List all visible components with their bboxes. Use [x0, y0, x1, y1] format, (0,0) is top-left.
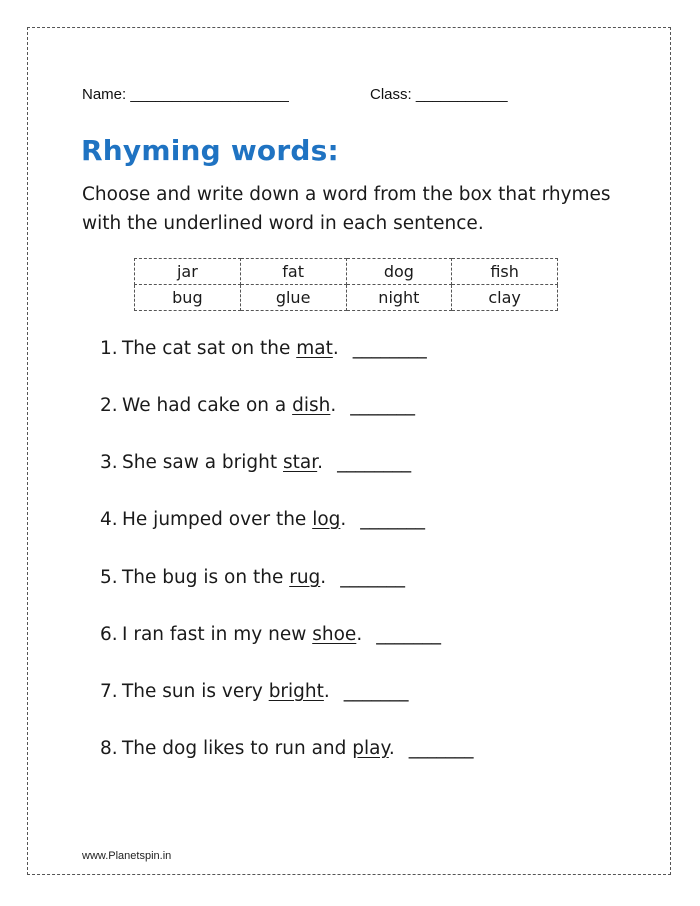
class-field: Class: ___________	[370, 86, 508, 103]
answer-blank: _______	[376, 624, 441, 645]
question-period: .	[330, 395, 337, 416]
footer-url: www.Planetspin.in	[82, 850, 172, 862]
question-6	[100, 624, 441, 645]
question-period: .	[332, 338, 339, 359]
question-period: .	[356, 624, 363, 645]
instructions: Choose and write down a word from the box that rhymes with the underlined word in each sentence.	[82, 184, 611, 234]
question-text: The cat sat on the	[122, 338, 297, 359]
answer-blank: _______	[360, 509, 426, 530]
underlined-word: play	[352, 738, 389, 759]
question-2	[100, 395, 415, 416]
question-number: 3.	[100, 452, 118, 473]
question-text: The sun is very	[122, 681, 269, 702]
question-text: She saw a bright	[122, 452, 284, 473]
question-period: .	[388, 738, 395, 759]
answer-blank: _______	[350, 395, 416, 416]
question-4	[100, 509, 425, 530]
question-text: The bug is on the	[122, 567, 290, 588]
underlined-word: star	[283, 452, 318, 473]
question-period: .	[340, 509, 347, 530]
question-period: .	[317, 452, 324, 473]
question-text: The dog likes to run and	[122, 738, 353, 759]
word-box-row	[135, 285, 558, 311]
question-5	[100, 567, 405, 588]
underlined-word: log	[312, 509, 341, 530]
underlined-word: shoe	[312, 624, 357, 645]
question-text: I ran fast in my new	[122, 624, 313, 645]
word-box-cell: jar	[135, 259, 241, 285]
answer-blank: ________	[337, 452, 412, 473]
underlined-word: bright	[268, 681, 324, 702]
question-number: 7.	[100, 681, 118, 702]
word-box-cell: night	[346, 285, 452, 311]
worksheet-title: Rhyming words:	[81, 134, 339, 167]
question-3	[100, 452, 411, 473]
answer-blank: ________	[352, 338, 427, 359]
word-box-cell: clay	[452, 285, 558, 311]
question-period: .	[323, 681, 330, 702]
question-number: 4.	[100, 509, 118, 530]
word-box-cell: fish	[452, 259, 558, 285]
question-text: We had cake on a	[122, 395, 293, 416]
question-number: 6.	[100, 624, 118, 645]
question-8	[100, 738, 473, 759]
underlined-word: mat	[296, 338, 333, 359]
answer-blank: _______	[343, 681, 409, 702]
underlined-word: dish	[292, 395, 331, 416]
question-number: 8.	[100, 738, 118, 759]
question-7	[100, 681, 409, 702]
question-number: 5.	[100, 567, 118, 588]
word-box-cell: bug	[135, 285, 241, 311]
word-box-cell: glue	[240, 285, 346, 311]
answer-blank: _______	[408, 738, 474, 759]
question-number: 1.	[100, 338, 118, 359]
question-period: .	[320, 567, 327, 588]
word-box-cell: fat	[240, 259, 346, 285]
question-1	[100, 338, 427, 359]
word-box-cell: dog	[346, 259, 452, 285]
question-number: 2.	[100, 395, 118, 416]
question-text: He jumped over the	[122, 509, 313, 530]
answer-blank: _______	[340, 567, 405, 588]
name-field: Name: ___________________	[82, 86, 289, 103]
word-box	[134, 258, 558, 311]
word-box-row	[135, 259, 558, 285]
underlined-word: rug	[289, 567, 321, 588]
